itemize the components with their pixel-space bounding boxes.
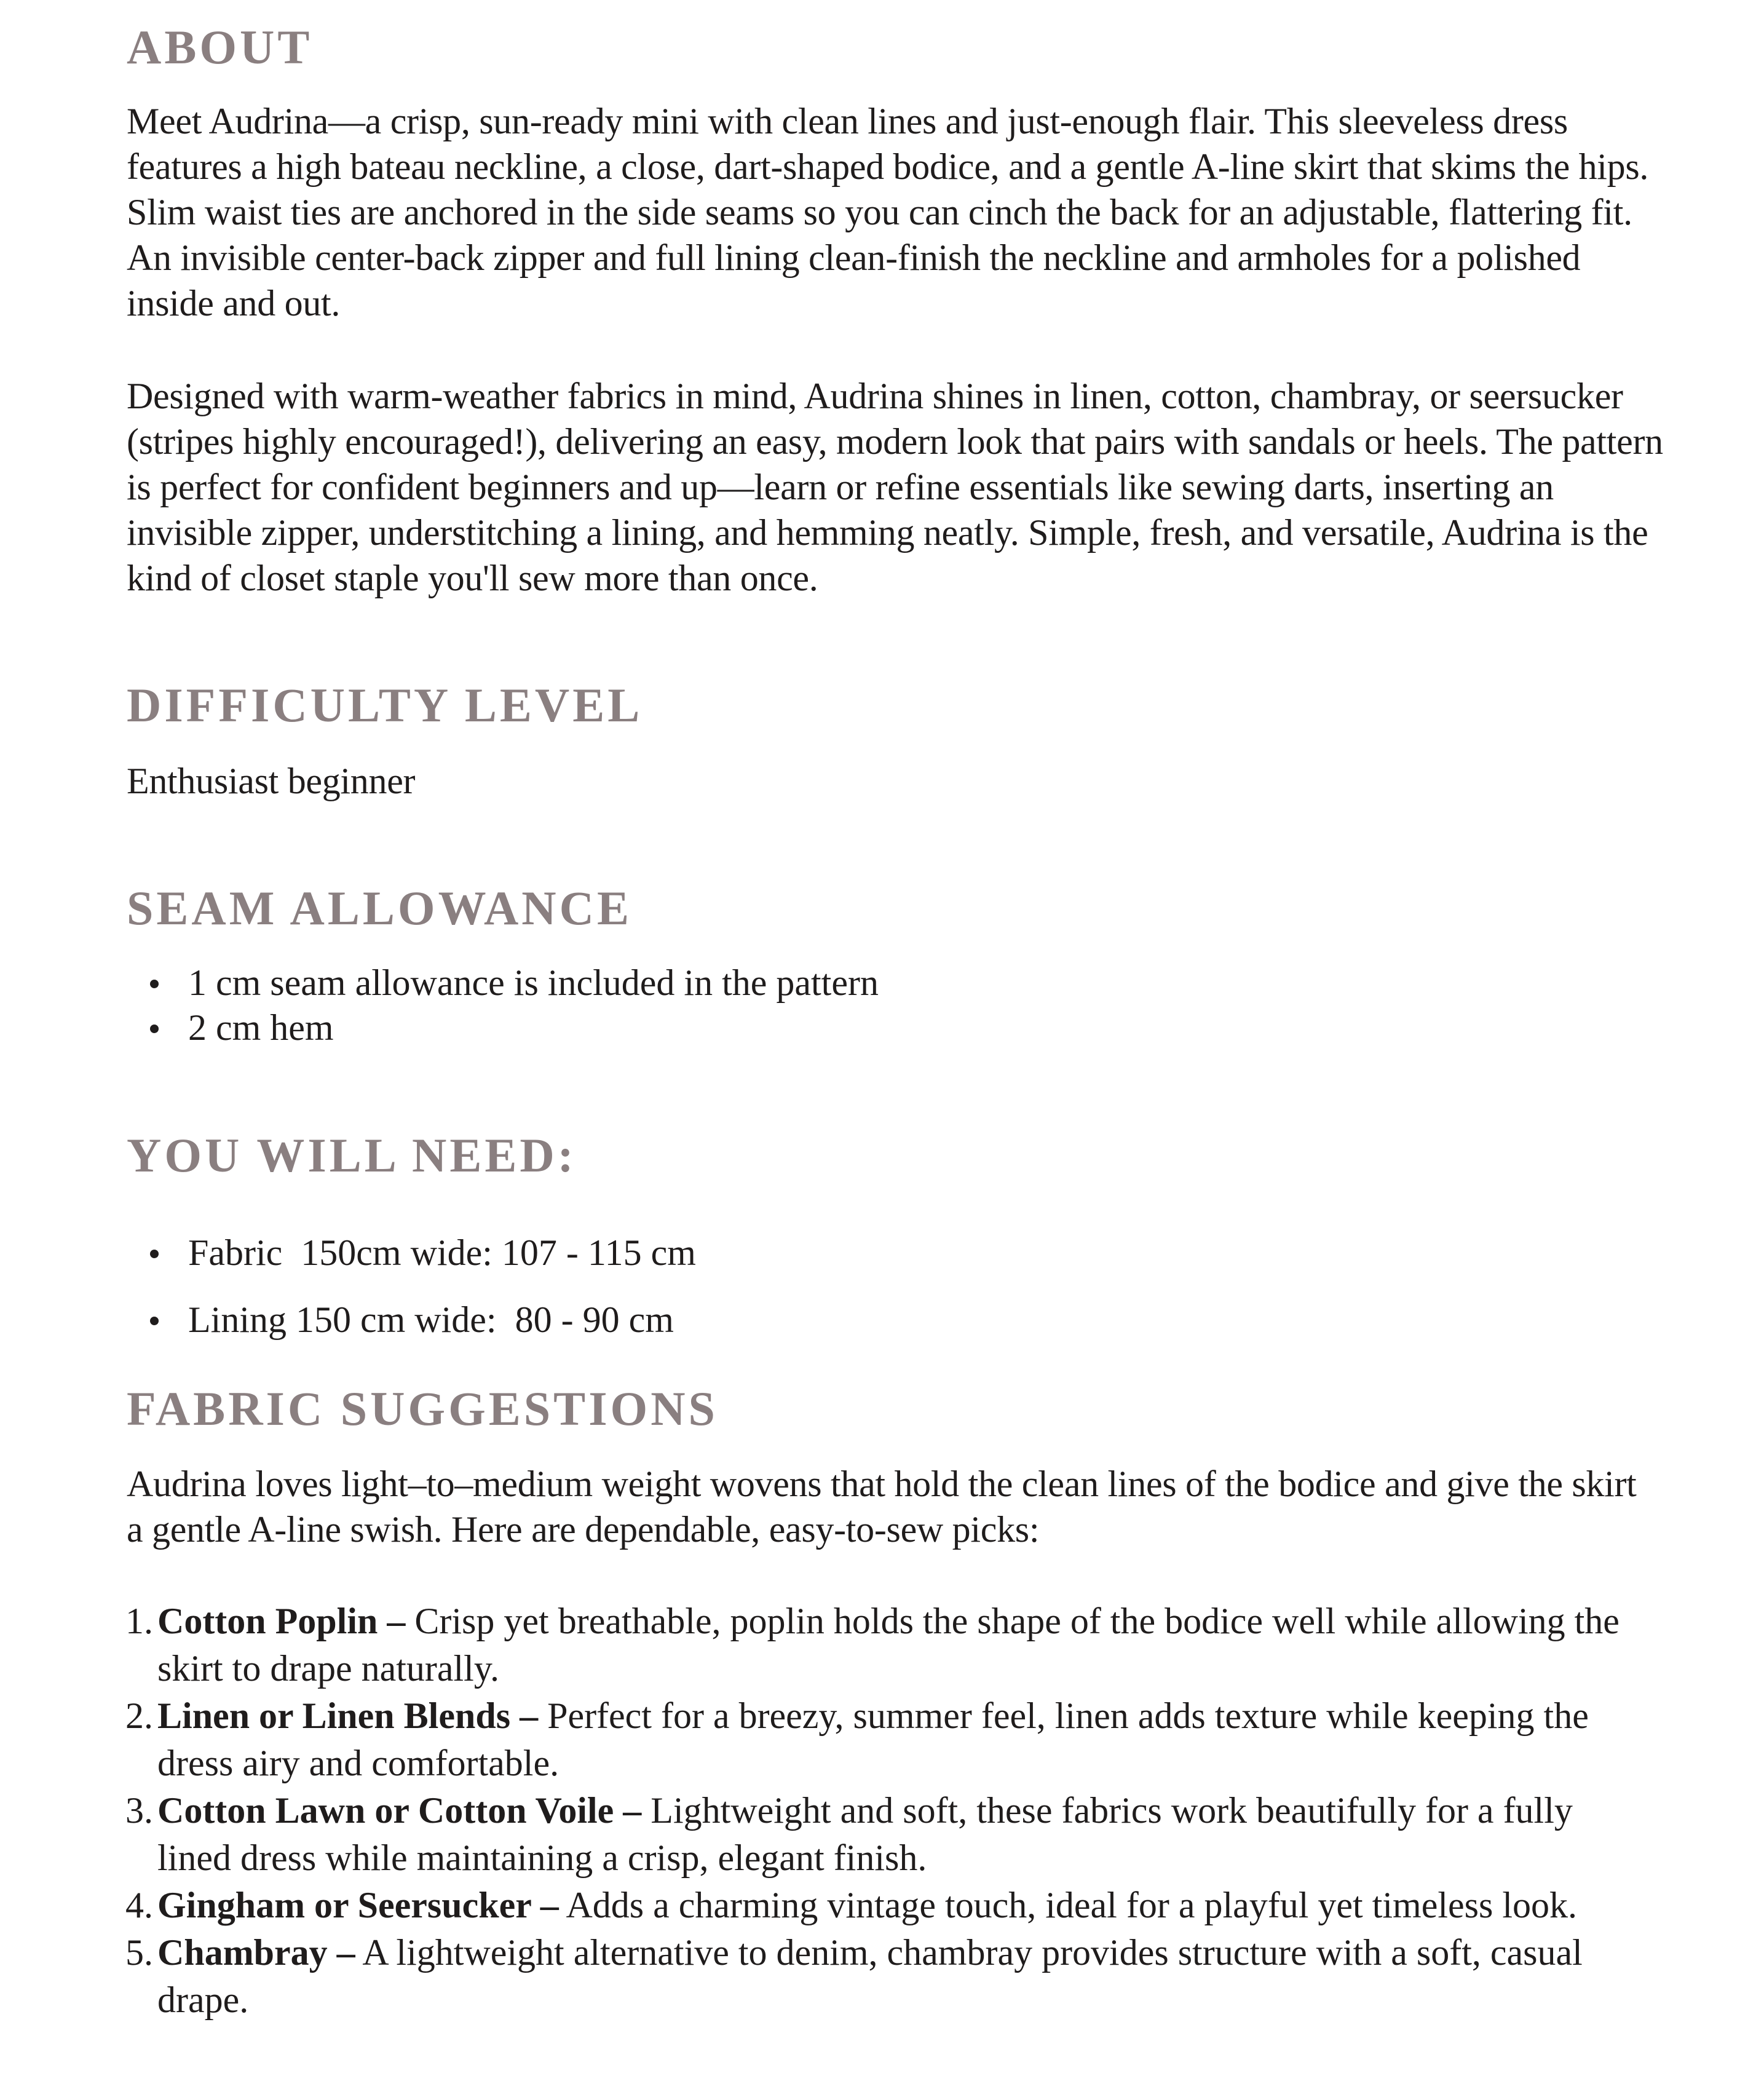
fabric-suggestions-heading: FABRIC SUGGESTIONS <box>127 1382 718 1435</box>
list-item: 4. Gingham or Seersucker – Adds a charming vintage touch, ideal for a playful yet timeless look. <box>125 1885 1578 1925</box>
fabric-suggestions-list <box>127 1598 1627 2024</box>
fabric-suggestions-intro: Audrina loves light–to–medium weight wovens that hold the clean lines of the bodice and give the skirt a gentle A-line swish. Here are dependable, easy-to-sew picks: <box>127 1464 1637 1550</box>
list-item: 2 cm hem <box>127 1005 1676 1050</box>
list-item: Lining 150 cm wide: 80 - 90 cm <box>127 1298 1676 1342</box>
list-item: 3. Cotton Lawn or Cotton Voile – Lightweight and soft, these fabrics work beautifully for a fully lined dress while maintaining a crisp, elegant finish. <box>125 1790 1573 1878</box>
bullet-icon <box>150 1317 159 1325</box>
you-will-need-heading: YOU WILL NEED: <box>127 1128 577 1182</box>
about-heading: ABOUT <box>127 20 313 74</box>
bullet-icon <box>150 1025 159 1033</box>
seam-allowance-heading: SEAM ALLOWANCE <box>127 881 632 935</box>
difficulty-text: Enthusiast beginner <box>127 761 416 801</box>
bullet-icon <box>150 1250 159 1258</box>
list-item: 1. Cotton Poplin – Crisp yet breathable, poplin holds the shape of the bodice well while allowing the skirt to drape naturally. <box>125 1601 1620 1689</box>
list-item: 5. Chambray – A lightweight alternative to denim, chambray provides structure with a soft, casual drape. <box>125 1932 1583 2020</box>
list-item: 1 cm seam allowance is included in the pattern <box>127 961 1676 1005</box>
list-item: Fabric 150cm wide: 107 - 115 cm <box>127 1231 1676 1275</box>
bullet-icon <box>150 980 159 988</box>
about-paragraph-1: Meet Audrina—a crisp, sun-ready mini with clean lines and just-enough flair. This sleeveless dress features a high bateau neckline, a close, dart-shaped bodice, and a gentle A-line skirt that skims the hips. Slim waist ties are anchored in the side seams so you can cinch the back for an adjustable, flattering fit. An invisible center-back zipper and full lining clean-finish the neckline and armholes for a polished inside and out. <box>127 101 1649 323</box>
list-item: 2. Linen or Linen Blends – Perfect for a breezy, summer feel, linen adds texture while keeping the dress airy and comfortable. <box>125 1695 1589 1783</box>
about-paragraph-2: Designed with warm-weather fabrics in mind, Audrina shines in linen, cotton, chambray, or seersucker (stripes highly encouraged!), delivering an easy, modern look that pairs with sandals or heels. The pattern is perfect for confident beginners and up—learn or refine essentials like sewing darts, inserting an invisible zipper, understitching a lining, and hemming neatly. Simple, fresh, and versatile, Audrina is the kind of closet staple you'll sew more than once. <box>127 376 1663 598</box>
you-will-need-list <box>127 1208 1676 1365</box>
seam-allowance-list <box>127 961 1676 1050</box>
difficulty-heading: DIFFICULTY LEVEL <box>127 678 643 732</box>
